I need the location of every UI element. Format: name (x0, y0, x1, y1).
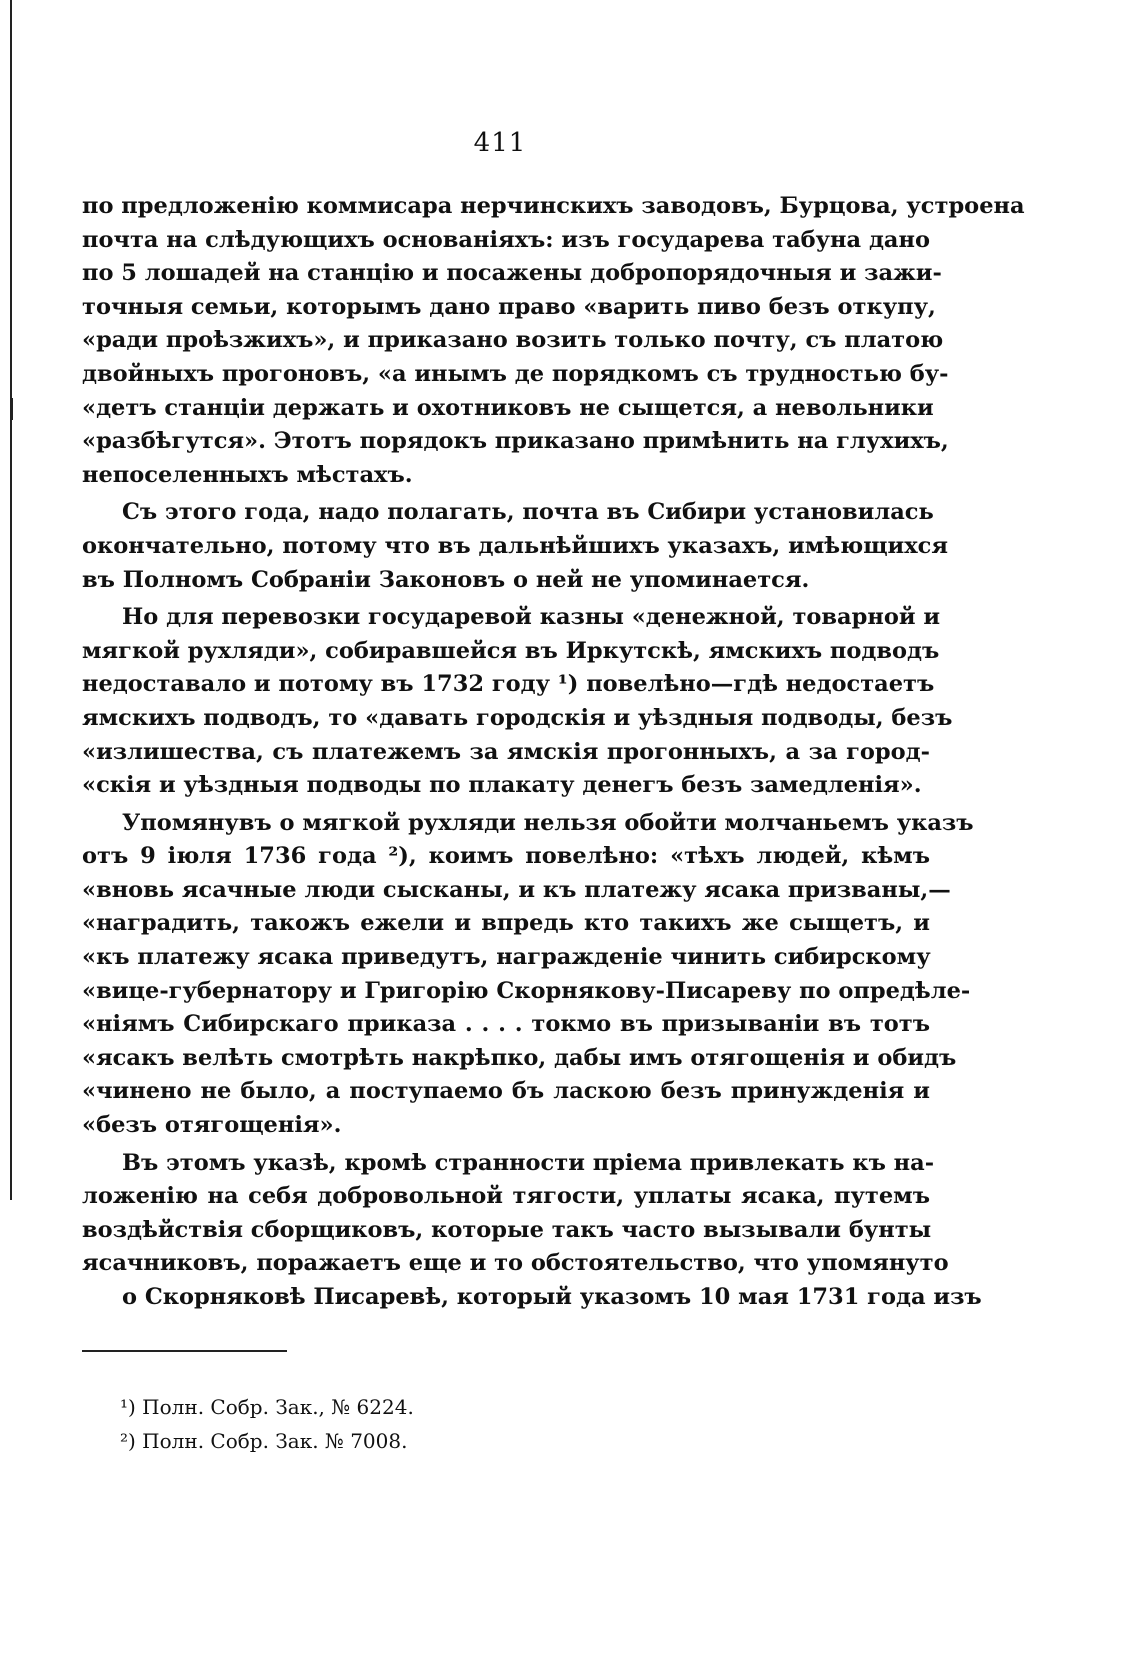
paragraph (82, 1147, 982, 1315)
text-line: почта на слѣдующихъ основаніяхъ: изъ государева табуна дано (82, 226, 930, 253)
text-line: непоселенныхъ мѣстахъ. (82, 461, 413, 488)
footnotes (120, 1390, 414, 1458)
text-line: «къ платежу ясака приведутъ, награжденіе чинить сибирскому (82, 944, 931, 971)
paragraph (82, 807, 974, 1143)
text-line: ямскихъ подводъ, то «давать городскія и уѣздныя подводы, безъ (82, 704, 953, 731)
text-line: въ Полномъ Собраніи Законовъ о ней не упоминается. (82, 566, 810, 593)
text-line: «разбѣгутся». Этотъ порядокъ приказано примѣнить на глухихъ, (82, 428, 949, 455)
body-text (82, 190, 1025, 1315)
footnote-1: ¹) Полн. Собр. Зак., № 6224. (120, 1395, 414, 1419)
text-line: Упомянувъ о мягкой рухляди нельзя обойти молчаньемъ указъ (122, 809, 974, 836)
text-line: недоставало и потому въ 1732 году ¹) повелѣно—гдѣ недостаетъ (82, 671, 935, 698)
text-line: «детъ станціи держать и охотниковъ не сыщется, а невольники (82, 394, 934, 421)
text-line: «вице-губернатору и Григорію Скорнякову-Писареву по опредѣле- (82, 977, 971, 1004)
text-line: «безъ отягощенія». (82, 1112, 342, 1139)
paragraph (82, 601, 953, 803)
text-line: Въ этомъ указѣ, кромѣ странности пріема привлекать къ на- (122, 1149, 935, 1176)
text-line: «чинено не было, а поступаемо бъ ласкою безъ принужденія и (82, 1078, 930, 1105)
text-line: точныя семьи, которымъ дано право «варить пиво безъ откупу, (82, 293, 936, 320)
text-line: Съ этого года, надо полагать, почта въ Сибири установилась (122, 499, 934, 526)
text-line: о Скорняковѣ Писаревѣ, который указомъ 10 мая 1731 года изъ (122, 1284, 982, 1310)
footnote-separator (82, 1350, 287, 1352)
text-line: «ніямъ Сибирскаго приказа . . . . токмо въ призываніи въ тотъ (82, 1011, 930, 1038)
text-line: отъ 9 іюля 1736 года ²), коимъ повелѣно: «тѣхъ людей, кѣмъ (82, 843, 930, 870)
text-line: по предложенію коммисара нерчинскихъ заводовъ, Бурцова, устроена (82, 193, 1025, 219)
text-line: ложенію на себя добровольной тягости, уплаты ясака, путемъ (82, 1183, 930, 1210)
page-number: 411 (473, 128, 527, 158)
text-line: по 5 лошадей на станцію и посажены добропорядочныя и зажи- (82, 260, 942, 287)
text-line: воздѣйствія сборщиковъ, которые такъ часто вызывали бунты (82, 1216, 932, 1243)
paragraph (82, 190, 1025, 492)
binding-edge-mark (10, 398, 13, 420)
text-line: окончательно, потому что въ дальнѣйшихъ указахъ, имѣющихся (82, 532, 948, 559)
text-line: «наградить, такожъ ежели и впредь кто такихъ же сыщетъ, и (82, 910, 930, 937)
text-line: «излишества, съ платежемъ за ямскія прогонныхъ, а за город- (82, 738, 930, 765)
text-line: «ясакъ велѣть смотрѣть накрѣпко, дабы имъ отягощенія и обидъ (82, 1044, 957, 1071)
text-line: Но для перевозки государевой казны «денежной, товарной и (122, 604, 941, 631)
text-line: ясачниковъ, поражаетъ еще и то обстоятельство, что упомянуто (82, 1250, 949, 1277)
footnote-2: ²) Полн. Собр. Зак. № 7008. (120, 1429, 408, 1453)
text-line: «скія и уѣздныя подводы по плакату денегъ безъ замедленія». (82, 772, 922, 799)
text-line: двойныхъ прогоновъ, «а инымъ де порядкомъ съ трудностью бу- (82, 360, 949, 387)
text-line: мягкой рухляди», собиравшейся въ Иркутскѣ, ямскихъ подводъ (82, 637, 940, 664)
binding-edge-line (10, 0, 12, 1200)
text-line: «ради проѣзжихъ», и приказано возить только почту, съ платою (82, 327, 944, 354)
text-line: «вновь ясачные люди сысканы, и къ платежу ясака призваны,— (82, 876, 951, 903)
paragraph (82, 496, 948, 597)
